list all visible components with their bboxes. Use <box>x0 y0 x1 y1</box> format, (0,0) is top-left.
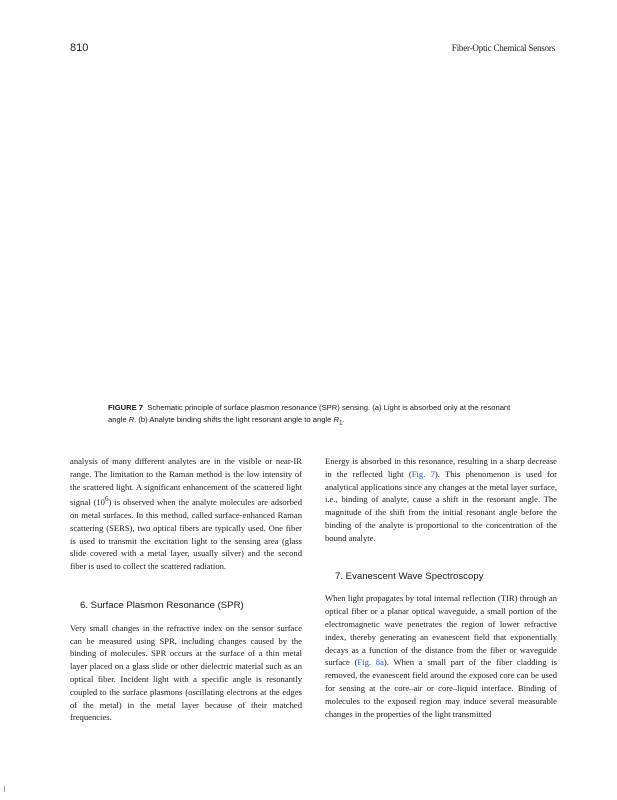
section-heading-evanescent: 7. Evanescent Wave Spectroscopy <box>335 570 484 582</box>
right-column <box>325 455 557 720</box>
right-paragraph-2-text-a: When light propagates by total internal reflection (TIR) through an optical fiber or a planar optical waveguide, a small portion of the electromagnetic wave penetrates the region of lower refractive index, thereby generating an evanescent field that exponentially decays as a function of the distance from the fiber or waveguide surface ( <box>325 593 557 668</box>
crop-mark <box>4 786 5 792</box>
left-paragraph-1-text-b: ) is observed when the analyte molecules are adsorbed on metal surfaces. In this method, called surface-enhanced Raman scattering (SERS), two optical fibers are typically used. One fiber is used to transmit the excitation light to the sensing area (glass slide covered with a metal layer, usually silver) and the second fiber is used to collect the scattered radiation. <box>70 497 302 572</box>
section-heading-spr: 6. Surface Plasmon Resonance (SPR) <box>80 600 244 612</box>
fig-8a-link[interactable]: Fig. 8a <box>357 657 384 668</box>
figure-placeholder <box>70 70 555 390</box>
caption-angle-r1: R <box>333 415 339 424</box>
left-column <box>70 455 302 724</box>
running-head: Fiber-Optic Chemical Sensors <box>451 43 555 53</box>
figure-label: FIGURE 7 <box>108 403 144 412</box>
left-paragraph-2: Very small changes in the refractive index on the sensor surface can be measured using SPR, including changes caused by the binding of molecules. SPR occurs at the surface of a thin metal layer placed on a glass slide or other dielectric material such as an optical fiber. Incident light with a specific angle is resonantly coupled to the surface plasmons (oscillating electrons at the edges of the metal) in the metal layer because of their matched frequencies. <box>70 622 302 723</box>
fig-7-link[interactable]: Fig. 7 <box>411 468 435 479</box>
right-paragraph-1 <box>325 455 557 545</box>
left-paragraph-1 <box>70 455 302 573</box>
right-paragraph-2 <box>325 592 557 720</box>
caption-angle-subscript: 1 <box>338 419 343 427</box>
right-paragraph-1-text-b: ). This phenomenon is used for analytical applications since any changes at the metal layer surface, i.e., binding of analyte, cause a shift in the resonant angle. The magnitude of the shift from the initial resonant angle before the binding of the analyte is proportional to the concentration of the bound analyte. <box>325 468 557 543</box>
caption-text-2: . (b) Analyte binding shifts the light resonant angle to angle <box>134 415 334 424</box>
figure-caption <box>108 402 528 430</box>
caption-angle-r: R <box>128 415 135 424</box>
caption-text-1: Schematic principle of surface plasmon resonance (SPR) sensing. (a) Light is absorbed only at the resonant angle <box>108 403 511 424</box>
right-paragraph-2-text-b: ). When a small part of the fiber cladding is removed, the evanescent field around the exposed core can be used for sensing at the core–air or core–liquid interface. Binding of molecules to the exposed region may induce several measurable changes in the properties of the light transmitted <box>325 657 557 719</box>
right-paragraph-1-text-a: Energy is absorbed in this resonance, resulting in a sharp decrease in the reflected light ( <box>325 456 557 479</box>
caption-end: . <box>342 415 345 424</box>
page-number: 810 <box>70 42 89 54</box>
enhancement-exponent: 6 <box>104 495 109 504</box>
left-paragraph-1-text-a: analysis of many different analytes are in the visible or near-IR range. The limitation to the Raman method is the low intensity of the scattered light. A significant enhancement of the scattered light signal (10 <box>70 456 302 508</box>
